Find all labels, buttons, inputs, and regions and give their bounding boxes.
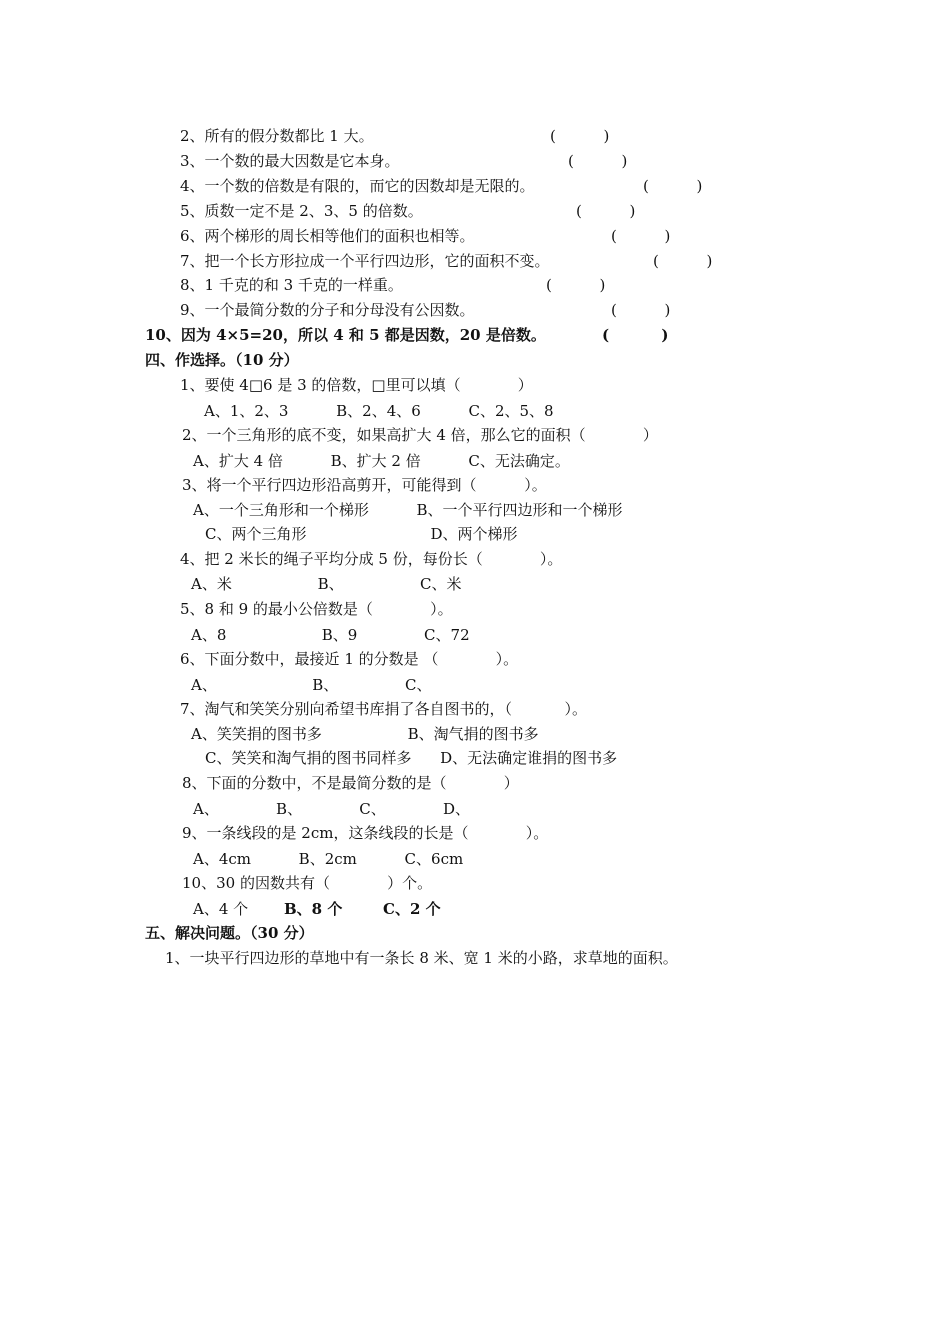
judge-q8: 8、1 千克的和 3 千克的一样重。 xyxy=(180,276,403,294)
judge-q7: 7、把一个长方形拉成一个平行四边形，它的面积不变。 xyxy=(180,252,550,270)
judge-q6: 6、两个梯形的周长相等他们的面积也相等。 xyxy=(180,227,475,245)
choice-q6: 6、下面分数中，最接近 1 的分数是 （ ）。 xyxy=(180,650,519,668)
choice-q2-options: A、扩大 4 倍 B、扩大 2 倍 C、无法确定。 xyxy=(193,452,570,470)
choice-q4: 4、把 2 米长的绳子平均分成 5 份，每份长（ ）。 xyxy=(180,550,563,568)
judge-q10: 10、因为 4×5=20，所以 4 和 5 都是因数，20 是倍数。 xyxy=(145,326,546,344)
choice-q8-options: A、 B、 C、 D、 xyxy=(193,800,471,818)
answer-blank: ( ) xyxy=(602,326,669,344)
choice-q9-options: A、4cm B、2cm C、6cm xyxy=(193,850,464,868)
judge-q5: 5、质数一定不是 2、3、5 的倍数。 xyxy=(180,202,423,220)
section-5-heading: 五、解决问题。（30 分） xyxy=(145,924,314,942)
choice-q7-options-a: A、笑笑捐的图书多 B、淘气捐的图书多 xyxy=(191,725,539,743)
section-4-heading: 四、作选择。（10 分） xyxy=(145,351,299,369)
answer-blank: ( ) xyxy=(643,177,703,195)
choice-q10-option-c: C、2 个 xyxy=(383,900,441,918)
choice-q10-option-a: A、4 个 xyxy=(193,900,249,918)
choice-q6-options: A、 B、 C、 xyxy=(191,676,432,694)
choice-q10: 10、30 的因数共有（ ）个。 xyxy=(182,874,433,892)
answer-blank: ( ) xyxy=(546,276,606,294)
choice-q1-options: A、1、2、3 B、2、4、6 C、2、5、8 xyxy=(204,402,554,420)
judge-q3: 3、一个数的最大因数是它本身。 xyxy=(180,152,400,170)
judge-q2: 2、所有的假分数都比 1 大。 xyxy=(180,127,374,145)
choice-q7: 7、淘气和笑笑分别向希望书库捐了各自图书的，（ ）。 xyxy=(180,700,587,718)
answer-blank: ( ) xyxy=(576,202,636,220)
answer-blank: ( ) xyxy=(550,127,610,145)
choice-q10-option-b: B、8 个 xyxy=(284,900,343,918)
answer-blank: ( ) xyxy=(653,252,713,270)
answer-blank: ( ) xyxy=(611,227,671,245)
choice-q3: 3、将一个平行四边形沿高剪开，可能得到（ ）。 xyxy=(182,476,547,494)
judge-q9: 9、一个最简分数的分子和分母没有公因数。 xyxy=(180,301,475,319)
choice-q4-options: A、米 B、 C、米 xyxy=(191,575,462,593)
choice-q3-options-a: A、一个三角形和一个梯形 B、一个平行四边形和一个梯形 xyxy=(193,501,623,519)
choice-q9: 9、一条线段的是 2cm，这条线段的长是（ ）。 xyxy=(182,824,549,842)
answer-blank: ( ) xyxy=(568,152,628,170)
judge-q4: 4、一个数的倍数是有限的，而它的因数却是无限的。 xyxy=(180,177,535,195)
choice-q3-options-b: C、两个三角形 D、两个梯形 xyxy=(205,525,518,543)
answer-blank: ( ) xyxy=(611,301,671,319)
choice-q1: 1、要使 4□6 是 3 的倍数，□里可以填（ ） xyxy=(180,376,533,394)
problem-q1: 1、一块平行四边形的草地中有一条长 8 米、宽 1 米的小路，求草地的面积。 xyxy=(165,949,678,967)
choice-q8: 8、下面的分数中，不是最简分数的是（ ） xyxy=(182,774,519,792)
choice-q7-options-b: C、笑笑和淘气捐的图书同样多 D、无法确定谁捐的图书多 xyxy=(205,749,618,767)
choice-q5-options: A、8 B、9 C、72 xyxy=(191,626,470,644)
choice-q2: 2、一个三角形的底不变，如果高扩大 4 倍，那么它的面积（ ） xyxy=(182,426,658,444)
choice-q5: 5、8 和 9 的最小公倍数是（ ）。 xyxy=(180,600,453,618)
